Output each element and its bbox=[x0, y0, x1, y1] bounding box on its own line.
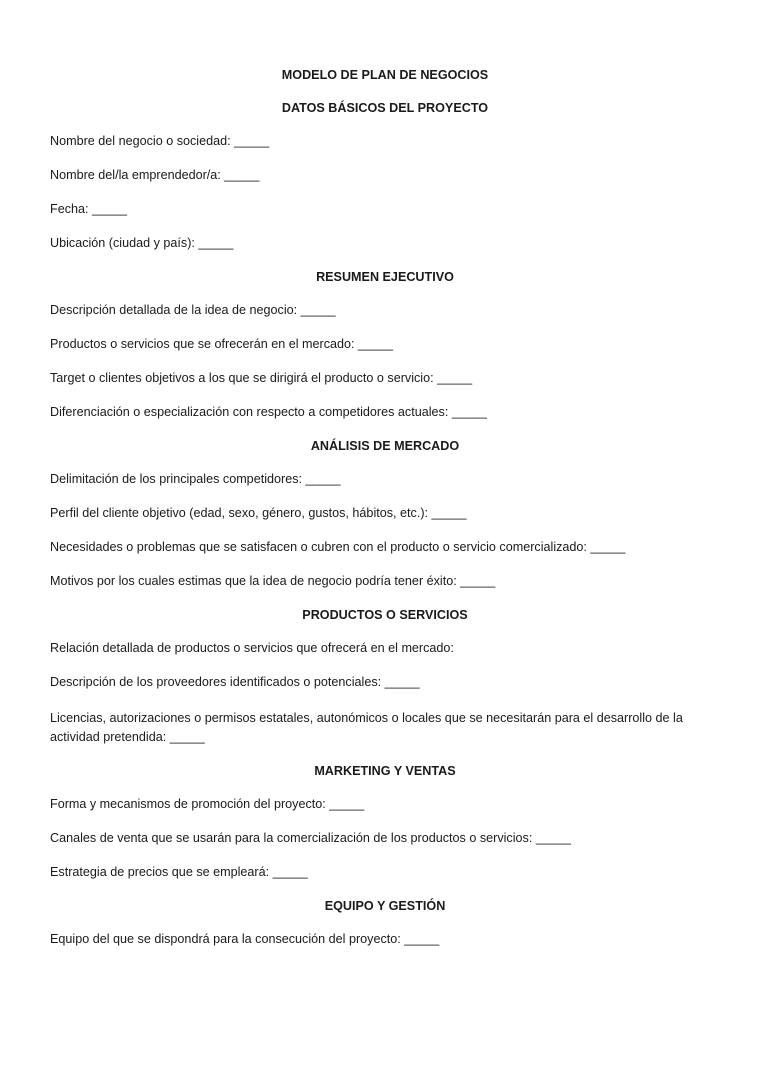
section-analisis-mercado bbox=[50, 439, 720, 589]
section-heading: DATOS BÁSICOS DEL PROYECTO bbox=[281, 101, 489, 115]
field-canales-venta: Canales de venta que se usarán para la comercialización de los productos o servicios: _____ bbox=[50, 831, 571, 845]
field-motivos-exito: Motivos por los cuales estimas que la idea de negocio podría tener éxito: _____ bbox=[50, 574, 496, 588]
section-marketing-ventas bbox=[50, 764, 720, 880]
field-proveedores: Descripción de los proveedores identificados o potenciales: _____ bbox=[50, 675, 420, 689]
section-heading: PRODUCTOS O SERVICIOS bbox=[302, 608, 468, 622]
section-resumen-ejecutivo bbox=[50, 270, 720, 420]
field-licencias: Licencias, autorizaciones o permisos estatales, autonómicos o locales que se necesitarán para el desarrollo de la actividad pretendida: _____ bbox=[50, 711, 683, 744]
section-heading: RESUMEN EJECUTIVO bbox=[316, 270, 454, 284]
section-productos-servicios bbox=[50, 608, 720, 747]
section-datos-basicos bbox=[50, 101, 720, 251]
field-promocion: Forma y mecanismos de promoción del proyecto: _____ bbox=[50, 797, 365, 811]
field-target: Target o clientes objetivos a los que se dirigirá el producto o servicio: _____ bbox=[50, 371, 473, 385]
section-equipo-gestion bbox=[50, 899, 720, 947]
field-descripcion-idea: Descripción detallada de la idea de negocio: _____ bbox=[50, 303, 336, 317]
field-estrategia-precios: Estrategia de precios que se empleará: _____ bbox=[50, 865, 308, 879]
section-heading: ANÁLISIS DE MERCADO bbox=[310, 439, 460, 453]
field-fecha: Fecha: _____ bbox=[50, 202, 128, 216]
field-equipo: Equipo del que se dispondrá para la consecución del proyecto: _____ bbox=[50, 932, 440, 946]
field-ubicacion: Ubicación (ciudad y país): _____ bbox=[50, 236, 234, 250]
document-page bbox=[50, 68, 720, 966]
document-title: MODELO DE PLAN DE NEGOCIOS bbox=[281, 68, 489, 82]
field-nombre-emprendedor: Nombre del/la emprendedor/a: _____ bbox=[50, 168, 260, 182]
section-heading: EQUIPO Y GESTIÓN bbox=[324, 899, 446, 913]
field-productos-servicios: Productos o servicios que se ofrecerán en el mercado: _____ bbox=[50, 337, 394, 351]
field-competidores: Delimitación de los principales competidores: _____ bbox=[50, 472, 341, 486]
field-nombre-negocio: Nombre del negocio o sociedad: _____ bbox=[50, 134, 270, 148]
field-relacion-productos: Relación detallada de productos o servicios que ofrecerá en el mercado: bbox=[50, 641, 454, 655]
field-perfil-cliente: Perfil del cliente objetivo (edad, sexo, género, gustos, hábitos, etc.): _____ bbox=[50, 506, 467, 520]
section-heading: MARKETING Y VENTAS bbox=[314, 764, 456, 778]
field-necesidades: Necesidades o problemas que se satisfacen o cubren con el producto o servicio comercializado: _____ bbox=[50, 540, 626, 554]
field-diferenciacion: Diferenciación o especialización con respecto a competidores actuales: _____ bbox=[50, 405, 487, 419]
